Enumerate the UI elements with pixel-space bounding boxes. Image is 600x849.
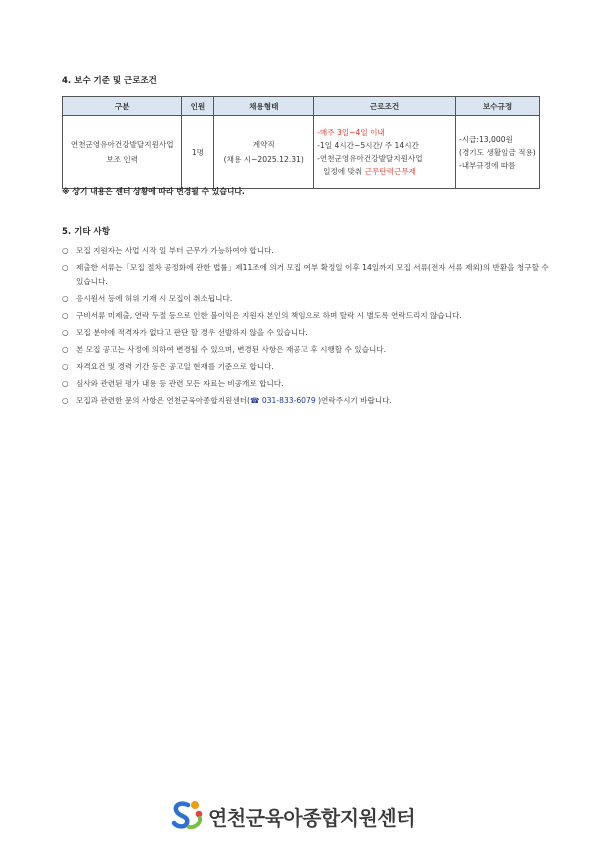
- list-item-text: 본 모집 공고는 사정에 의하여 변경될 수 있으며, 변경된 사항은 재공고 후 시행할 수 있습니다.: [76, 344, 387, 354]
- list-item-text: 모집 분야에 적격자가 없다고 판단 할 경우 선발하지 않을 수 있습니다.: [76, 327, 308, 337]
- section-5-title: 5. 기타 사항: [62, 227, 110, 237]
- pay-conditions-table: [62, 96, 540, 189]
- notice-text: ※ 상기 내용은 센터 상황에 따라 변경될 수 있습니다.: [62, 187, 245, 196]
- circle-bullet-icon: ○: [62, 361, 69, 371]
- list-item: [62, 343, 552, 357]
- pay-living-wage: (경기도 생활임금 적용): [458, 147, 536, 157]
- cell-pay: [455, 116, 539, 189]
- list-item: [62, 292, 552, 306]
- list-item-text: 응시원서 등에 허위 기재 시 모집이 취소됩니다.: [76, 293, 233, 303]
- employment-type: 계약직: [252, 140, 275, 149]
- phone-number: 031-833-6079: [259, 395, 319, 405]
- list-item: [62, 326, 552, 340]
- category-line-2: 보조 인력: [106, 155, 139, 164]
- circle-bullet-icon: ○: [62, 344, 69, 354]
- table-header-row: [63, 97, 540, 116]
- list-item-text: 모집 지원자는 사업 시작 일 부터 근무가 가능하여야 합니다.: [76, 246, 274, 255]
- condition-days: -매주 3일~4일 이내: [317, 128, 385, 137]
- circle-bullet-icon: ○: [62, 395, 69, 405]
- pay-hourly: -시급:13,000원: [458, 134, 513, 144]
- condition-project: -연천군영유아건강발달지원사업: [317, 154, 423, 163]
- flexible-work-highlight: 근무탄력근무제: [364, 167, 417, 176]
- section-4-title: 4. 보수 기준 및 근로조건: [62, 76, 157, 86]
- employment-period: (채용 시~2025.12.31): [223, 155, 304, 164]
- list-item-contact: [62, 394, 552, 408]
- phone-icon: ☎: [250, 395, 260, 405]
- header-employment: 채용형태: [214, 97, 314, 116]
- condition-hours: -1일 4시간~5시간/ 주 14시간: [317, 141, 419, 150]
- circle-bullet-icon: ○: [62, 310, 69, 320]
- list-item: [62, 261, 552, 288]
- cell-category: [63, 116, 182, 189]
- list-item-text: 자격요건 및 경력 기간 등은 공고일 현재를 기준으로 합니다.: [76, 361, 274, 371]
- other-items-list: [62, 244, 552, 411]
- circle-bullet-icon: ○: [62, 378, 69, 388]
- list-item-text: 제출한 서류는「모집 절차 공정화에 관한 법률」제11조에 의거 모집 여부 확정일 이후 14일까지 모집 서류(전자 서류 제외)의 반환을 청구할 수 있습니다.: [76, 263, 549, 286]
- header-pay: 보수규정: [455, 97, 539, 116]
- header-conditions: 근로조건: [314, 97, 456, 116]
- list-item: [62, 244, 552, 258]
- pay-internal-rule: -내부규정에 따름: [458, 160, 516, 170]
- circle-bullet-icon: ○: [62, 246, 69, 255]
- header-headcount: 인원: [182, 97, 214, 116]
- list-item-text: 심사와 관련된 평가 내용 등 관련 모든 자료는 비공개로 합니다.: [76, 378, 284, 388]
- header-category: 구분: [63, 97, 182, 116]
- cell-headcount: 1명: [182, 116, 214, 189]
- cell-conditions: [314, 116, 456, 189]
- list-item-text: 구비서류 미제출, 연락 두절 등으로 인한 불이익은 지원자 본인의 책임으로 하며 탈락 시 별도록 연락드리지 않습니다.: [76, 310, 462, 320]
- condition-schedule-text: 일정에 맞춰: [323, 167, 365, 176]
- circle-bullet-icon: ○: [62, 263, 69, 272]
- footer: [170, 796, 415, 836]
- list-item: [62, 377, 552, 391]
- list-item: [62, 360, 552, 374]
- circle-bullet-icon: ○: [62, 327, 69, 337]
- center-logo-icon: [170, 797, 204, 835]
- list-item: [62, 309, 552, 323]
- condition-schedule: [317, 165, 452, 178]
- cell-employment: [214, 116, 314, 189]
- contact-prefix: 모집과 관련한 문의 사항은 연천군육아종합지원센터(: [76, 395, 250, 405]
- contact-suffix: )연락주시기 바랍니다.: [318, 395, 392, 405]
- circle-bullet-icon: ○: [62, 293, 69, 303]
- category-line-1: 연천군영유아건강발달지원사업: [70, 140, 174, 149]
- table-row: [63, 116, 540, 189]
- org-name: 연천군육아종합지원센터: [208, 805, 416, 830]
